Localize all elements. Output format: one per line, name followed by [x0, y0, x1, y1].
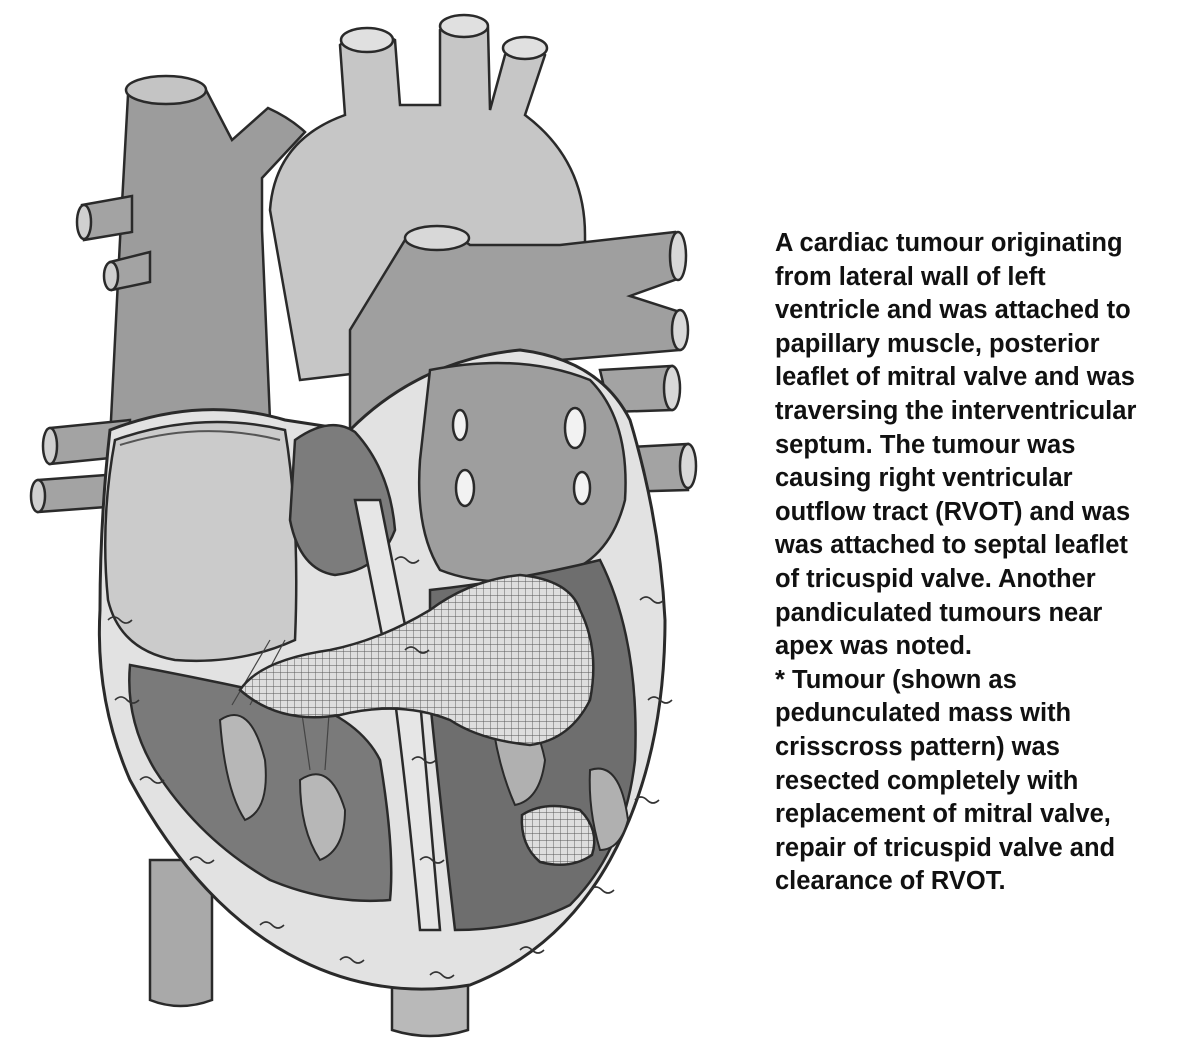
pulmonary-vein-opening — [453, 410, 467, 440]
caption-line: was attached to septal leaflet — [775, 531, 1128, 560]
pulmonary-vein-opening — [565, 408, 585, 448]
caption-line: ventricle and was attached to — [775, 296, 1131, 325]
pulmonary-vein-opening — [574, 472, 590, 504]
caption-text — [775, 227, 1190, 899]
caption-line: outflow tract (RVOT) and was — [775, 497, 1131, 526]
caption-line: * Tumour (shown as — [775, 665, 1017, 694]
caption-line: of tricuspid valve. Another — [775, 564, 1096, 593]
caption-line: clearance of RVOT. — [775, 867, 1006, 896]
caption-line: traversing the interventricular — [775, 396, 1137, 425]
caption-line: leaflet of mitral valve and was — [775, 363, 1135, 392]
caption-line: replacement of mitral valve, — [775, 800, 1111, 829]
caption-line: pedunculated mass with — [775, 699, 1072, 728]
caption-line: papillary muscle, posterior — [775, 329, 1100, 358]
tumour-mass-apex — [522, 806, 594, 865]
caption-line: causing right ventricular — [775, 464, 1073, 493]
right-atrium — [105, 422, 296, 661]
caption-line: A cardiac tumour originating — [775, 229, 1123, 257]
caption-line: apex was noted. — [775, 632, 972, 661]
caption-line: from lateral wall of left — [775, 262, 1046, 291]
caption-line: pandiculated tumours near — [775, 598, 1103, 627]
svc-opening — [126, 76, 206, 104]
caption-line: crisscross pattern) was — [775, 732, 1060, 761]
caption-line: repair of tricuspid valve and — [775, 833, 1116, 862]
caption-line: septum. The tumour was — [775, 430, 1076, 459]
pulmonary-vein-opening — [456, 470, 474, 506]
caption-line: resected completely with — [775, 766, 1079, 795]
left-atrium — [419, 363, 625, 581]
